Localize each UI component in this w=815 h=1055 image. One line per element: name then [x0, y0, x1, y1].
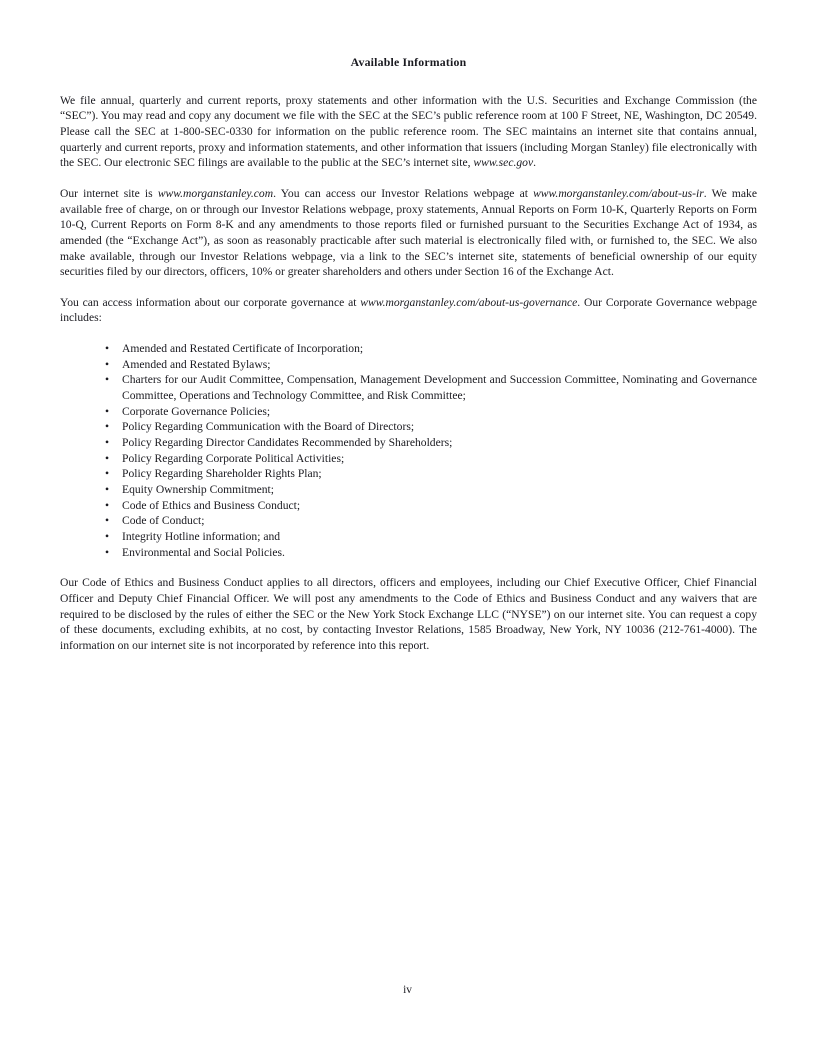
list-item-label: Environmental and Social Policies. — [122, 545, 285, 559]
paragraph-internet-site — [60, 186, 757, 280]
list-item — [60, 372, 757, 403]
list-item-label: Corporate Governance Policies; — [122, 404, 271, 418]
paragraph-text: We file annual, quarterly and current reports, proxy statements and other information with the U.S. Securities and Exchange Commission (the “SEC”). You may read and copy any document we file with the SEC at the SEC’s public reference room at 100 F Street, NE, Washington, DC 20549. Please call the SEC at 1-800-SEC-0330 for information on the public reference room. The SEC maintains an internet site that contains annual, quarterly and current reports, proxy and information statements, and other information that issuers (including Morgan Stanley) file electronically with the SEC. Our electronic SEC filings are available to the public at the SEC’s internet site, — [60, 93, 757, 170]
bullet-icon: • — [105, 436, 110, 450]
list-item-label: Policy Regarding Director Candidates Recommended by Shareholders; — [122, 436, 453, 450]
list-item — [60, 529, 757, 545]
paragraph-text-mid: . You can access our Investor Relations webpage at — [273, 186, 534, 200]
list-item-label: Policy Regarding Shareholder Rights Plan; — [122, 467, 322, 481]
paragraph-code-of-ethics — [60, 575, 757, 653]
bullet-icon: • — [105, 451, 110, 465]
list-item-label: Amended and Restated Bylaws; — [122, 357, 271, 371]
bullet-icon: • — [105, 420, 110, 434]
governance-webpage-list — [60, 341, 757, 560]
list-item — [60, 419, 757, 435]
bullet-icon: • — [105, 404, 110, 418]
paragraph-available-information — [60, 93, 757, 171]
list-item — [60, 466, 757, 482]
bullet-icon: • — [105, 530, 110, 543]
morganstanley-website-link: www.morganstanley.com — [157, 186, 274, 200]
governance-website-link: www.morganstanley.com/about-us-governance — [360, 295, 578, 309]
bullet-icon: • — [105, 514, 110, 528]
paragraph-text: Our internet site is — [60, 186, 158, 200]
bullet-icon: • — [105, 545, 110, 559]
list-item — [60, 498, 757, 514]
list-item-label: Code of Conduct; — [122, 514, 205, 528]
bullet-icon: • — [105, 373, 110, 387]
bullet-icon: • — [105, 467, 110, 481]
paragraph-text: You can access information about our corporate governance at — [60, 295, 361, 309]
bullet-icon: • — [105, 483, 110, 497]
list-item-label: Policy Regarding Corporate Political Activities; — [122, 451, 345, 465]
list-item — [60, 545, 757, 561]
paragraph-text-tail: . — [533, 156, 537, 170]
paragraph-text: Our Code of Ethics and Business Conduct applies to all directors, officers and employees, including our Chief Executive Officer, Chief Financial Officer and Deputy Chief Financial Officer. We will post any amendments to the Code of Ethics and Business Conduct and any waivers that are required to be disclosed by the rules of either the SEC or the New York Stock Exchange LLC (“NYSE”) on our internet site. You can request a copy of these documents, excluding exhibits, at no cost, by contacting Investor Relations, 1585 Broadway, New York, NY 10036 (212-761-4000). The information on our internet site is not incorporated by reference into this report. — [60, 576, 757, 652]
paragraph-corporate-governance — [60, 295, 757, 326]
investor-relations-link: www.morganstanley.com/about-us-ir — [533, 186, 704, 200]
list-item — [60, 435, 757, 451]
page-title: Available Information — [350, 55, 467, 69]
list-item — [60, 341, 757, 357]
list-item — [60, 404, 757, 420]
list-item-label: Code of Ethics and Business Conduct; — [122, 498, 301, 512]
paragraph-text-tail: . We make available free of charge, on or through our Investor Relations webpage, proxy statements, Annual Reports on Form 10-K, Quarterly Reports on Form 10-Q, Current Reports on Form 8-K and any amendments to those reports filed or furnished pursuant to the Securities Exchange Act of 1934, as amended (the “Exchange Act”), as soon as reasonably practicable after such material is electronically filed with, or furnished to, the SEC. We also make available, through our Investor Relations webpage, via a link to the SEC’s internet site, statements of beneficial ownership of our equity securities filed by our directors, officers, 10% or greater shareholders and others under Section 16 of the Exchange Act. — [60, 186, 757, 279]
list-item-label: Amended and Restated Certificate of Incorporation; — [122, 342, 364, 356]
list-item — [60, 357, 757, 373]
list-item — [60, 451, 757, 467]
page-content — [60, 55, 757, 654]
bullet-icon: • — [105, 342, 110, 356]
bullet-icon: • — [105, 498, 110, 512]
sec-website-link: www.sec.gov — [473, 156, 534, 170]
bullet-icon: • — [105, 357, 110, 371]
list-item — [60, 513, 757, 529]
page-number: iv — [403, 984, 412, 996]
list-item-label: Integrity Hotline information; and — [122, 530, 281, 543]
paragraph-text-tail: . Our Corporate Governance webpage includes: — [60, 295, 757, 325]
list-item-label: Policy Regarding Communication with the Board of Directors; — [122, 420, 415, 434]
list-item-label: Equity Ownership Commitment; — [122, 483, 274, 497]
list-item-label: Charters for our Audit Committee, Compensation, Management Development and Succession Committee, Nominating and Governance Committee, Operations and Technology Committee, and Risk Committee; — [122, 373, 757, 403]
list-item — [60, 482, 757, 498]
